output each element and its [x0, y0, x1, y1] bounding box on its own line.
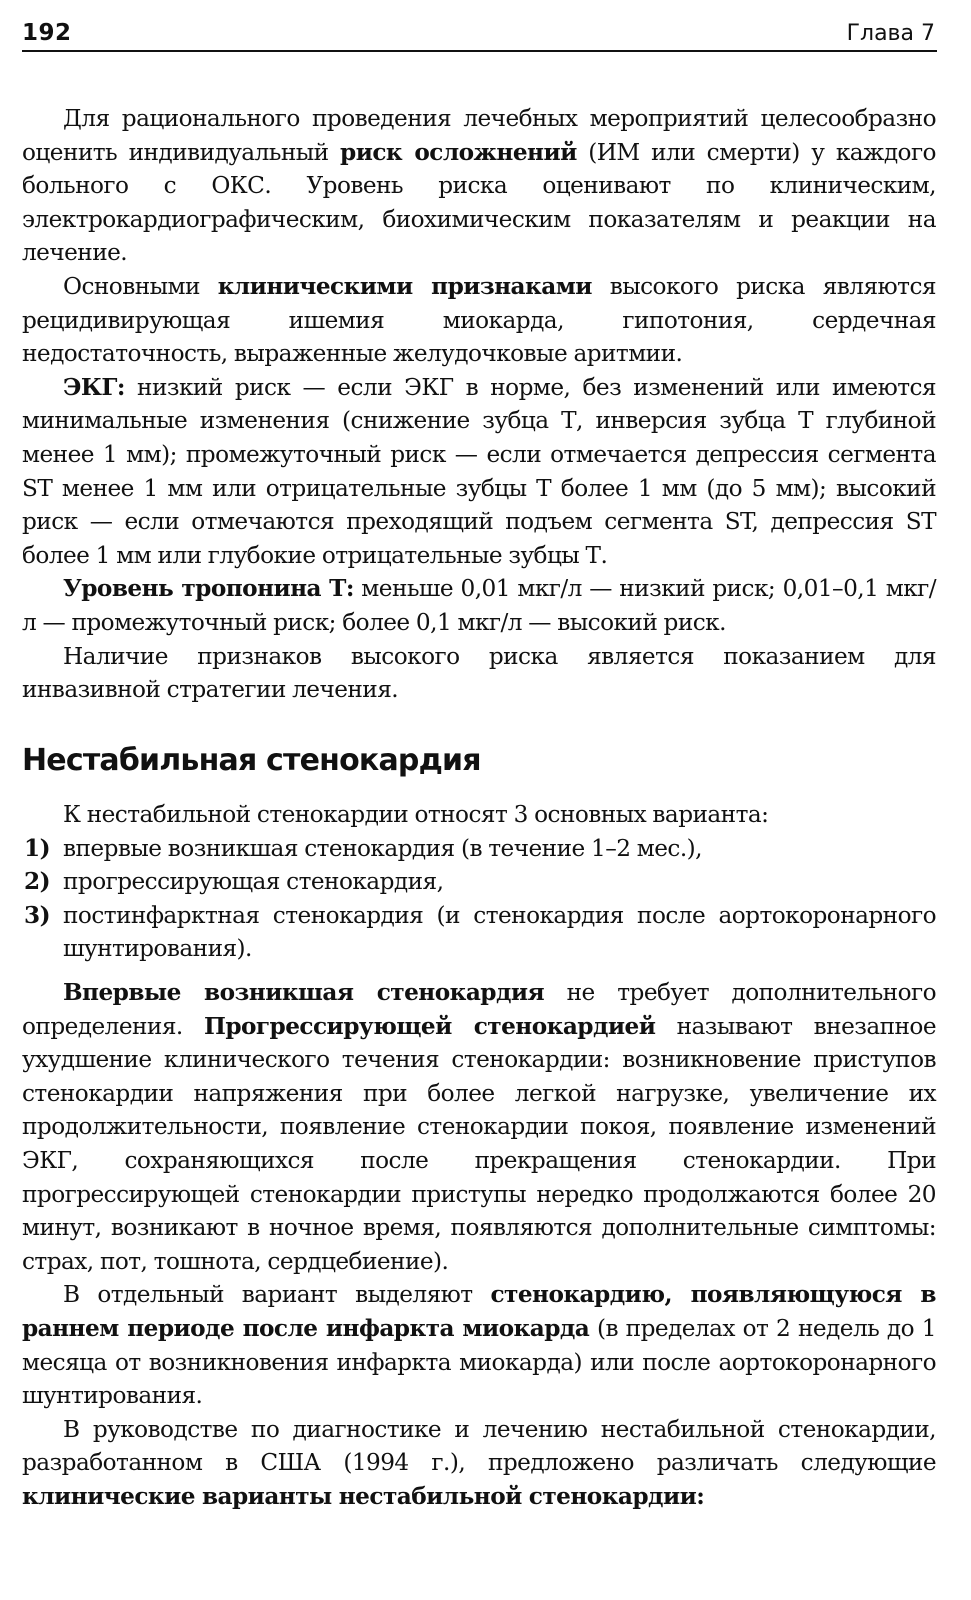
paragraph-new-onset-progressive: Впервые возникшая стенокардия не требует дополнительного определения. Прогрессирующей стенокардией называют внезапное ухудшение клинического течения стенокардии: возникновение приступов стенокардии напряжения при более легкой нагрузке, увеличение их продолжительности, появление стенокардии покоя, появление изменений ЭКГ, сохраняющихся после прекращения стенокардии. При прогрессирующей стенокардии приступы нередко продолжаются более 20 минут, возникают в ночное время, появляются дополнительные симптомы: страх, пот, тошнота, сердцебиение). — [22, 978, 937, 1275]
paragraph-clinical-signs: Основными клиническими признаками высокого риска являются рецидивирующая ишемия миокарда, гипотония, сердечная недостаточность, выраженные желудочковые аритмии. — [22, 272, 936, 368]
list-number: 1) — [24, 834, 51, 862]
page-number: 192 — [22, 20, 72, 46]
chapter-label: Глава 7 — [846, 21, 935, 46]
list-text: впервые возникшая стенокардия (в течение 1–2 мес.), — [63, 834, 702, 862]
paragraph-postinfarction: В отдельный вариант выделяют стенокардию, появляющуюся в раннем периоде после инфаркта миокарда (в пределах от 2 недель до 1 месяца от возникновения инфаркта миокарда) или после аортокоронарного шунтирования. — [22, 1281, 936, 1410]
page-header — [22, 20, 937, 52]
paragraph-invasive-strategy: Наличие признаков высокого риска является показанием для инвазивной стратегии лечения. — [22, 642, 936, 704]
paragraph-usa-guidelines: В руководстве по диагностике и лечению нестабильной стенокардии, разработанном в США (1994 г.), предложено различать следующие клинические варианты нестабильной стенокардии: — [22, 1415, 936, 1510]
section-text — [22, 798, 936, 1513]
list-text: постинфарктная стенокардия (и стенокардия после аортокоронарного шунтирования). — [63, 901, 936, 963]
list-item — [22, 899, 936, 966]
paragraph-risk-assessment: Для рационального проведения лечебных мероприятий целесообразно оценить индивидуальный риск осложнений (ИМ или смерти) у каждого больного с ОКС. Уровень риска оценивают по клиническим, электрокардиографическим, биохимическим показателям и реакции на лечение. — [22, 105, 936, 267]
paragraph-troponin: Уровень тропонина Т: меньше 0,01 мкг/л — низкий риск; 0,01–0,1 мкг/л — промежуточный риск; более 0,1 мкг/л — высокий риск. — [22, 575, 936, 636]
list-number: 3) — [24, 901, 51, 929]
list-item — [22, 832, 936, 866]
intro-text — [22, 102, 936, 707]
section-title: Нестабильная стенокардия — [22, 743, 481, 778]
section-intro: К нестабильной стенокардии относят 3 основных варианта: — [63, 801, 769, 828]
list-number: 2) — [24, 868, 51, 896]
list-text: прогрессирующая стенокардия, — [63, 868, 444, 896]
paragraph-ecg: ЭКГ: низкий риск — если ЭКГ в норме, без изменений или имеются минимальные изменения (снижение зубца Т, инверсия зубца Т глубиной менее 1 мм); промежуточный риск — если отмечается депрессия сегмента ST менее 1 мм или отрицательные зубцы Т более 1 мм (до 5 мм); высокий риск — если отмечаются преходящий подъем сегмента ST, депрессия ST более 1 мм или глубокие отрицательные зубцы Т. — [22, 373, 936, 569]
list-item — [22, 865, 936, 899]
